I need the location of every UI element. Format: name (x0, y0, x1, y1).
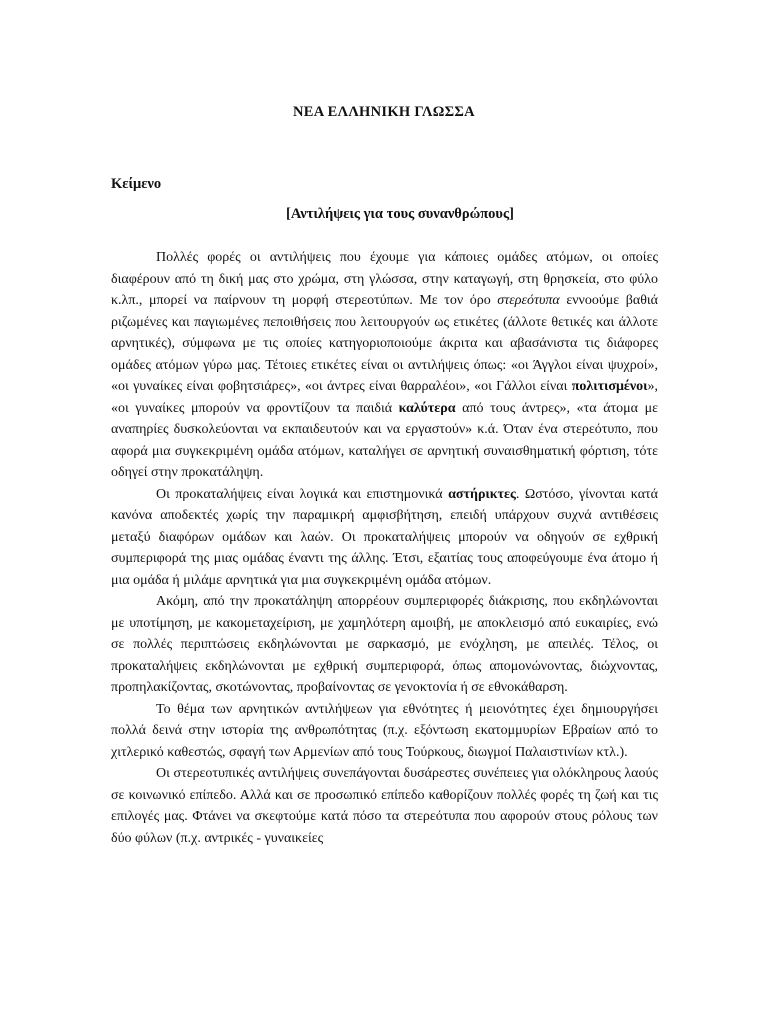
text-run: », «οι γυναίκες μπορούν να φροντίζουν τα παιδιά (111, 379, 658, 416)
document-title: ΝΕΑ ΕΛΛΗΝΙΚΗ ΓΛΩΣΣΑ (293, 104, 475, 120)
text-run: από τους άντρες», «τα άτομα με αναπηρίες δυσκολεύονται να εκπαιδευτούν και να εργαστούν» κ.ά. Όταν ένα στερεότυπο, που αφορά μια συγκεκριμένη ομάδα ατόμων, καταλήγει σε αρνητική συναισθηματική φόρτιση, τότε οδηγεί στην προκατάληψη. (111, 400, 658, 480)
text-run: Οι στερεοτυπικές αντιλήψεις συνεπάγονται δυσάρεστες συνέπειες για ολόκληρους λαούς σε κοινωνικό επίπεδο. Αλλά και σε προσωπικό επίπεδο καθορίζουν πολλές φορές τη ζωή και τις επιλογές μας. Φτάνει να σκεφτούμε κατά πόσο τα στερεότυπα που αφορούν στους ρόλους των δύο φύλων (π.χ. αντρικές - γυναικείες (111, 766, 658, 846)
paragraph (111, 484, 658, 592)
body-text (111, 247, 658, 849)
paragraph (111, 591, 658, 699)
paragraph (111, 247, 658, 484)
text-subtitle: [Αντιλήψεις για τους συνανθρώπους] (286, 206, 514, 222)
section-label: Κείμενο (111, 176, 162, 192)
text-run: εννοούμε βαθιά ριζωμένες και παγιωμένες πεποιθήσεις που λειτουργούν ως ετικέτες (άλλοτε θετικές και άλλοτε αρνητικές), σύμφωνα με τις οποίες κατηγοριοποιούμε άκριτα και αβασάνιστα τις διάφορες ομάδες ατόμων γύρω μας. Τέτοιες ετικέτες είναι οι αντιλήψεις όπως: «οι Άγγλοι είναι ψυχροί», «οι γυναίκες είναι φοβητσιάρες», «οι άντρες είναι θαρραλέοι», «οι Γάλλοι είναι (111, 293, 658, 394)
text-run: Πολλές φορές οι αντιλήψεις που έχουμε για κάποιες ομάδες ατόμων, οι οποίες διαφέρουν από τη δική μας στο χρώμα, στη γλώσσα, στην καταγωγή, στη θρησκεία, στο φύλο κ.λπ., μπορεί να παίρνουν τη μορφή στερεοτύπων. Με τον όρο (111, 250, 658, 308)
emphasis-bold: πολιτισμένοι (571, 379, 648, 394)
text-run: Οι προκαταλήψεις είναι λογικά και επιστημονικά (156, 486, 449, 502)
emphasis-bold: αστήρικτες (448, 486, 516, 502)
paragraph (111, 699, 658, 764)
paragraph (111, 763, 658, 849)
text-run: . Ωστόσο, γίνονται κατά κανόνα αποδεκτές χωρίς την παραμικρή αμφισβήτηση, επειδή υπάρχουν συχνά αντιθέσεις μεταξύ διαφόρων ομάδων και λαών. Οι προκαταλήψεις μπορούν να οδηγούν σε εχθρική συμπεριφορά της μιας ομάδας έναντι της άλλης. Έτσι, εξαιτίας τους αποφεύγουμε ένα άτομο ή μια ομάδα ή μιλάμε αρνητικά για μια συγκεκριμένη ομάδα ατόμων. (111, 486, 658, 588)
text-run: Το θέμα των αρνητικών αντιλήψεων για εθνότητες ή μειονότητες έχει δημιουργήσει πολλά δεινά στην ιστορία της ανθρωπότητας (π.χ. εξόντωση εκατομμυρίων Εβραίων από το χιτλερικό καθεστώς, σφαγή των Αρμενίων από τους Τούρκους, διωγμοί Παλαιστινίων κτλ.). (111, 701, 658, 760)
emphasis-bold: καλύτερα (398, 400, 456, 416)
emphasis-italic: στερεότυπα (497, 293, 560, 308)
text-run: Ακόμη, από την προκατάληψη απορρέουν συμπεριφορές διάκρισης, που εκδηλώνονται με υποτίμηση, με κακομεταχείριση, με χαμηλότερη αμοιβή, με αποκλεισμό από ευκαιρίες, ενώ σε πολλές περιπτώσεις εκδηλώνονται με σαρκασμό, με ενόχληση, με απειλές. Τέλος, οι προκαταλήψεις εκδηλώνονται με εχθρική συμπεριφορά, όπως απομονώνοντας, διώχνοντας, προπηλακίζοντας, σκοτώνοντας, προβαίνοντας σε γενοκτονία ή σε εθνοκάθαρση. (111, 594, 658, 695)
